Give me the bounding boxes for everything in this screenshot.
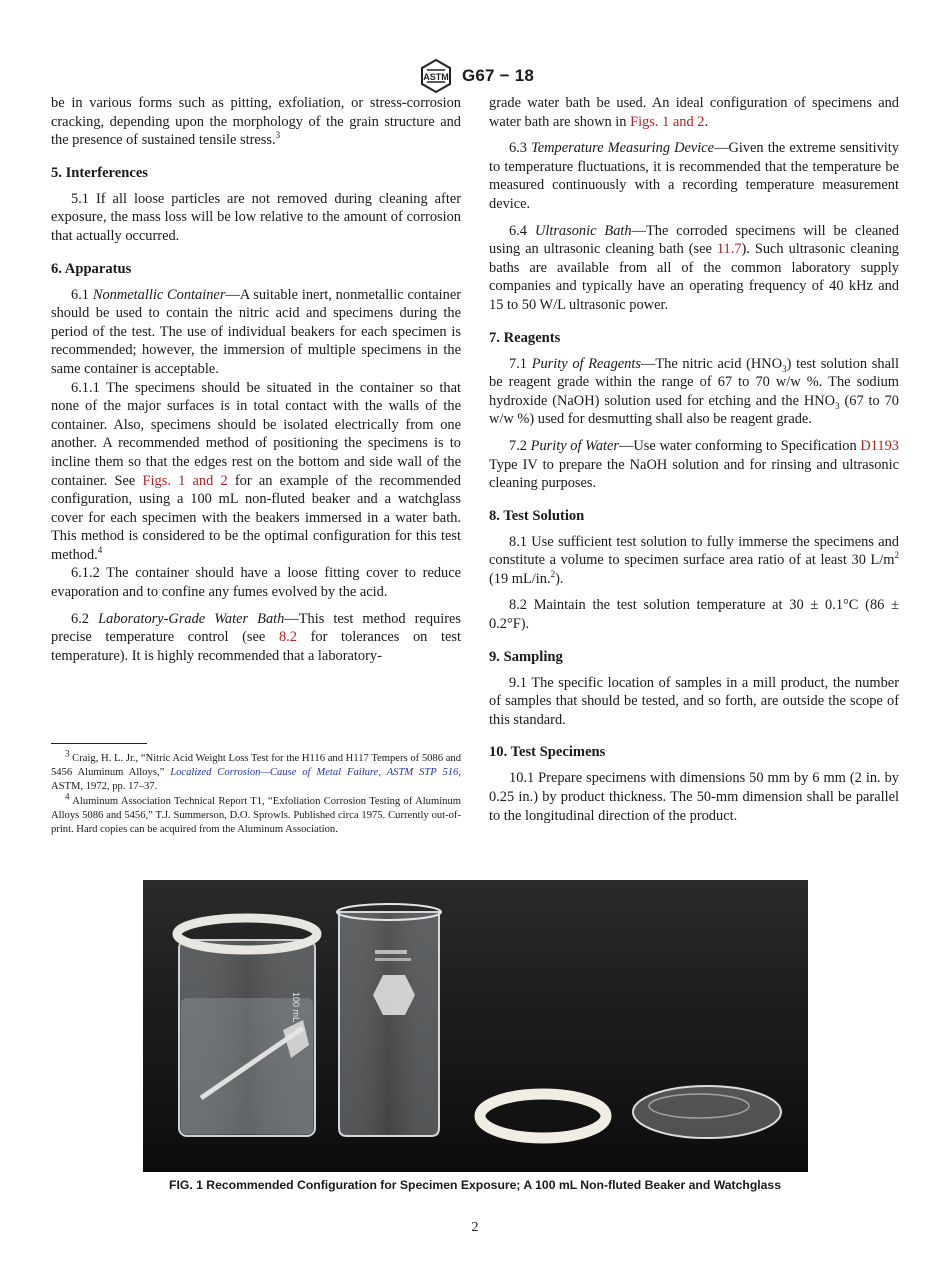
section-7-heading: 7. Reagents — [489, 329, 561, 346]
paragraph-6-3: 6.3 Temperature Measuring Device—Given the extreme sensitivity to temperature fluctuations, it is recommended that the temperature be measured continuously with a recording temperature measurement device. — [489, 140, 899, 212]
figs-1-2-link-right[interactable]: Figs. 1 and 2 — [630, 113, 705, 130]
paragraph-7-2: 7.2 Purity of Water—Use water conforming to Specification D1193 Type IV to prepare the NaOH solution and for rinsing and ultrasonic cleaning purposes. — [489, 437, 899, 492]
figure-1-photo — [143, 880, 808, 1172]
left-column — [51, 94, 461, 673]
paragraph-6-2: 6.2 Laboratory-Grade Water Bath—This test method requires precise temperature control (see 8.2 for tolerances on test temperature). It is highly recommended that a laboratory- — [51, 610, 461, 664]
beaker-illustration — [143, 880, 808, 1172]
paragraph-9-1: 9.1 The specific location of samples in a mill product, the number of samples that should be tested, and so forth, are outside the scope of this standard. — [489, 674, 899, 728]
footnote-4: $^4$ Aluminum Association Technical Report T1, “Exfoliation Corrosion Testing of Aluminum Alloys 5086 and 5456,” T.J. Summerson, D.O. Sprowls. Published circa 1975. Currently out-of-print. Hard copies can be acquired from the Aluminum Association. — [51, 791, 461, 836]
footnote-ref-4[interactable]: 4 — [97, 545, 103, 556]
section-10-heading: 10. Test Specimens — [489, 744, 606, 761]
astm-logo — [416, 58, 456, 94]
logo-text: ASTM — [423, 72, 449, 82]
paragraph-6-1-1: 6.1.1 The specimens should be situated in the container so that none of the major surfaces is in total contact with the walls of the container. Also, specimens should be isolated electrically from one another. A recommended method of positioning the specimens is to incline them so that the edges rest on the bottom and side wall of the container. See Figs. 1 and 2 for an example of the recommended configuration, using a 100 mL non-fluted beaker and a watchglass cover for each specimen with the beakers immersed in a water bath. This method is considered to be the optimal configuration for this test method.$^4$ — [51, 379, 461, 563]
section-8-heading: 8. Test Solution — [489, 507, 585, 524]
section-5-heading: 5. Interferences — [51, 164, 148, 181]
paragraph-6-4: 6.4 Ultrasonic Bath—The corroded specimens will be cleaned using an ultrasonic cleaning bath (see 11.7). Such ultrasonic cleaning baths are available from all of the common laboratory supply companies and typically have an operating frequency of 40 kHz and 15 to 50 W/L ultrasonic power. — [489, 222, 899, 313]
paragraph-8-1: 8.1 Use sufficient test solution to fully immerse the specimens and constitute a volume to specimen surface area ratio of at least 30 $L/m^2$ (19 mL/in.$^2$). — [489, 533, 899, 587]
continued-paragraph-right: grade water bath be used. An ideal configuration of specimens and water bath are shown in Figs. 1 and 2. — [489, 95, 899, 130]
paragraph-10-1: 10.1 Prepare specimens with dimensions 50 mm by 6 mm (2 in. by 0.25 in.) by product thickness. The 50-mm dimension shall be parallel to the longitudinal direction of the product. — [489, 770, 899, 824]
paragraph-5-1: 5.1 If all loose particles are not removed during cleaning after exposure, the mass loss will be low relative to the amount of corrosion that actually occurred. — [51, 190, 461, 244]
d1193-link[interactable]: D1193 — [860, 437, 899, 454]
section-11-7-link[interactable]: 11.7 — [716, 241, 742, 258]
section-8-2-link[interactable]: 8.2 — [278, 629, 297, 646]
section-9-heading: 9. Sampling — [489, 648, 563, 665]
paragraph-6-1-2: 6.1.2 The container should have a loose fitting cover to reduce evaporation and to confine any fumes evolved by the acid. — [51, 565, 461, 601]
beaker-with-specimen — [177, 918, 317, 1136]
figure-1-caption: FIG. 1 Recommended Configuration for Specimen Exposure; A 100 mL Non-fluted Beaker and Watchglass — [169, 1178, 781, 1192]
paragraph-8-2: 8.2 Maintain the test solution temperature at 30 ± 0.1°C (86 ± 0.2°F). — [489, 597, 899, 633]
section-6-heading: 6. Apparatus — [51, 260, 132, 277]
footnote-ref-3[interactable]: 3 — [275, 130, 281, 141]
page-number: 2 — [471, 1220, 479, 1235]
beaker-volume-mark: 100 mL — [291, 992, 301, 1023]
paragraph-6-1: 6.1 Nonmetallic Container—A suitable inert, nonmetallic container should be used to contain the nitric acid and specimens during the period of the test. The use of individual beakers for each specimen is recommended; however, the immersion of multiple specimens in the same container is acceptable. — [51, 286, 461, 377]
footnotes — [51, 748, 461, 837]
right-column — [489, 94, 899, 833]
page-header — [0, 58, 950, 94]
stp-516-link[interactable]: Localized Corrosion—Cause of Metal Failure, ASTM STP 516 — [170, 767, 459, 779]
document-id: G67 − 18 — [461, 66, 534, 85]
watchglass — [633, 1086, 781, 1138]
figs-1-2-link[interactable]: Figs. 1 and 2 — [142, 472, 228, 489]
paragraph-7-1: 7.1 Purity of Reagents—The nitric acid $(HNO_3)$ test solution shall be reagent grade within the range of 67 to 70 w/w %. The sodium hydroxide (NaOH) solution used for etching and the $HNO_3$ (67 to 70 w/w %) used for desmutting shall also be reagent grade. — [489, 355, 900, 428]
footnote-divider — [51, 743, 147, 744]
continued-paragraph: be in various forms such as pitting, exfoliation, or stress-corrosion cracking, depending upon the morphology of the grain structure and the presence of sustained tensile stress.$^3$ — [51, 95, 461, 149]
footnote-3: $^3$ Craig, H. L. Jr., “Nitric Acid Weight Loss Test for the H116 and H117 Tempers of 5086 and 5456 Aluminum Alloys,” Localized Corrosion—Cause of Metal Failure, ASTM STP 516, ASTM, 1972, pp. 17–37. — [51, 748, 461, 793]
empty-beaker — [337, 904, 441, 1136]
